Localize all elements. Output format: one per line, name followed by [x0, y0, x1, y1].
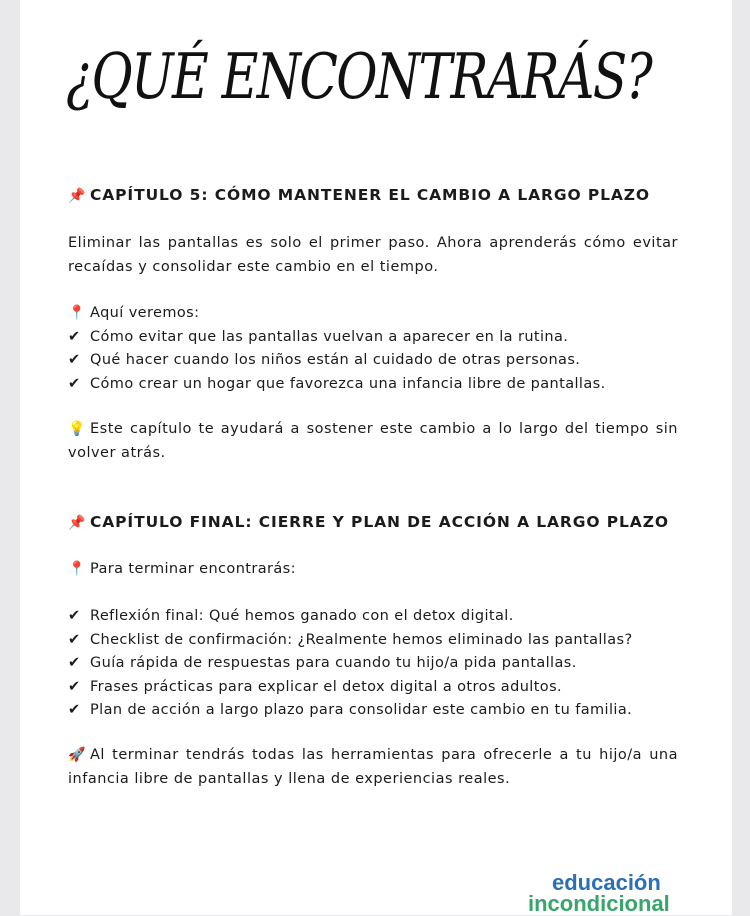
- list-item: ✔ Cómo crear un hogar que favorezca una infancia libre de pantallas.: [68, 373, 678, 397]
- list-item: ✔ Checklist de confirmación: ¿Realmente hemos eliminado las pantallas?: [68, 629, 678, 653]
- list-item: ✔ Plan de acción a largo plazo para consolidar este cambio en tu familia.: [68, 699, 678, 723]
- check-icon: ✔: [68, 375, 81, 392]
- logo-line-2: incondicional: [528, 891, 670, 916]
- rocket-icon: 🚀: [68, 747, 86, 763]
- check-icon: ✔: [68, 328, 81, 345]
- check-icon: ✔: [68, 678, 81, 695]
- check-icon: ✔: [68, 608, 81, 624]
- check-icon: ✔: [68, 655, 81, 671]
- final-chapter-heading-text: CAPÍTULO FINAL: CIERRE Y PLAN DE ACCIÓN A LARGO PLAZO: [90, 513, 669, 531]
- page-title: ¿QUÉ ENCONTRARÁS?: [66, 40, 652, 113]
- pushpin-icon: 📌: [68, 515, 87, 531]
- final-chapter-heading: [68, 511, 678, 534]
- final-chapter-list: [68, 558, 678, 723]
- final-lead: 📍 Para terminar encontrarás:: [68, 558, 678, 582]
- chapter-5-lead: 📍 Aquí veremos:: [68, 302, 678, 326]
- pushpin-icon: 📌: [68, 188, 87, 204]
- document-page: [20, 0, 732, 915]
- logo-line-1: educación: [552, 870, 661, 895]
- check-icon: ✔: [68, 631, 81, 648]
- list-item: ✔ Qué hacer cuando los niños están al cuidado de otras personas.: [68, 349, 678, 373]
- list-item: ✔ Reflexión final: Qué hemos ganado con el detox digital.: [68, 605, 678, 629]
- check-icon: ✔: [68, 352, 81, 368]
- round-pin-icon: 📍: [68, 305, 86, 321]
- chapter-5-heading: [68, 184, 678, 207]
- final-closing: 🚀 Al terminar tendrás todas las herramientas para ofrecerle a tu hijo/a una infancia libre de pantallas y llena de experiencias reales.: [68, 744, 678, 791]
- chapter-5-tip: 💡 Este capítulo te ayudará a sostener este cambio a lo largo del tiempo sin volver atrás.: [68, 418, 678, 465]
- chapter-5-list: [68, 302, 678, 396]
- list-item: ✔ Cómo evitar que las pantallas vuelvan a aparecer en la rutina.: [68, 326, 678, 350]
- check-icon: ✔: [68, 702, 81, 718]
- list-item: ✔ Frases prácticas para explicar el detox digital a otros adultos.: [68, 676, 678, 700]
- chapter-5-heading-text: CAPÍTULO 5: CÓMO MANTENER EL CAMBIO A LARGO PLAZO: [90, 186, 650, 204]
- brand-logo: [528, 872, 678, 914]
- list-item: ✔ Guía rápida de respuestas para cuando tu hijo/a pida pantallas.: [68, 652, 678, 676]
- lightbulb-icon: 💡: [68, 421, 86, 437]
- round-pin-icon: 📍: [68, 561, 86, 577]
- chapter-5-intro: Eliminar las pantallas es solo el primer paso. Ahora aprenderás cómo evitar recaídas y consolidar este cambio en el tiempo.: [68, 235, 678, 275]
